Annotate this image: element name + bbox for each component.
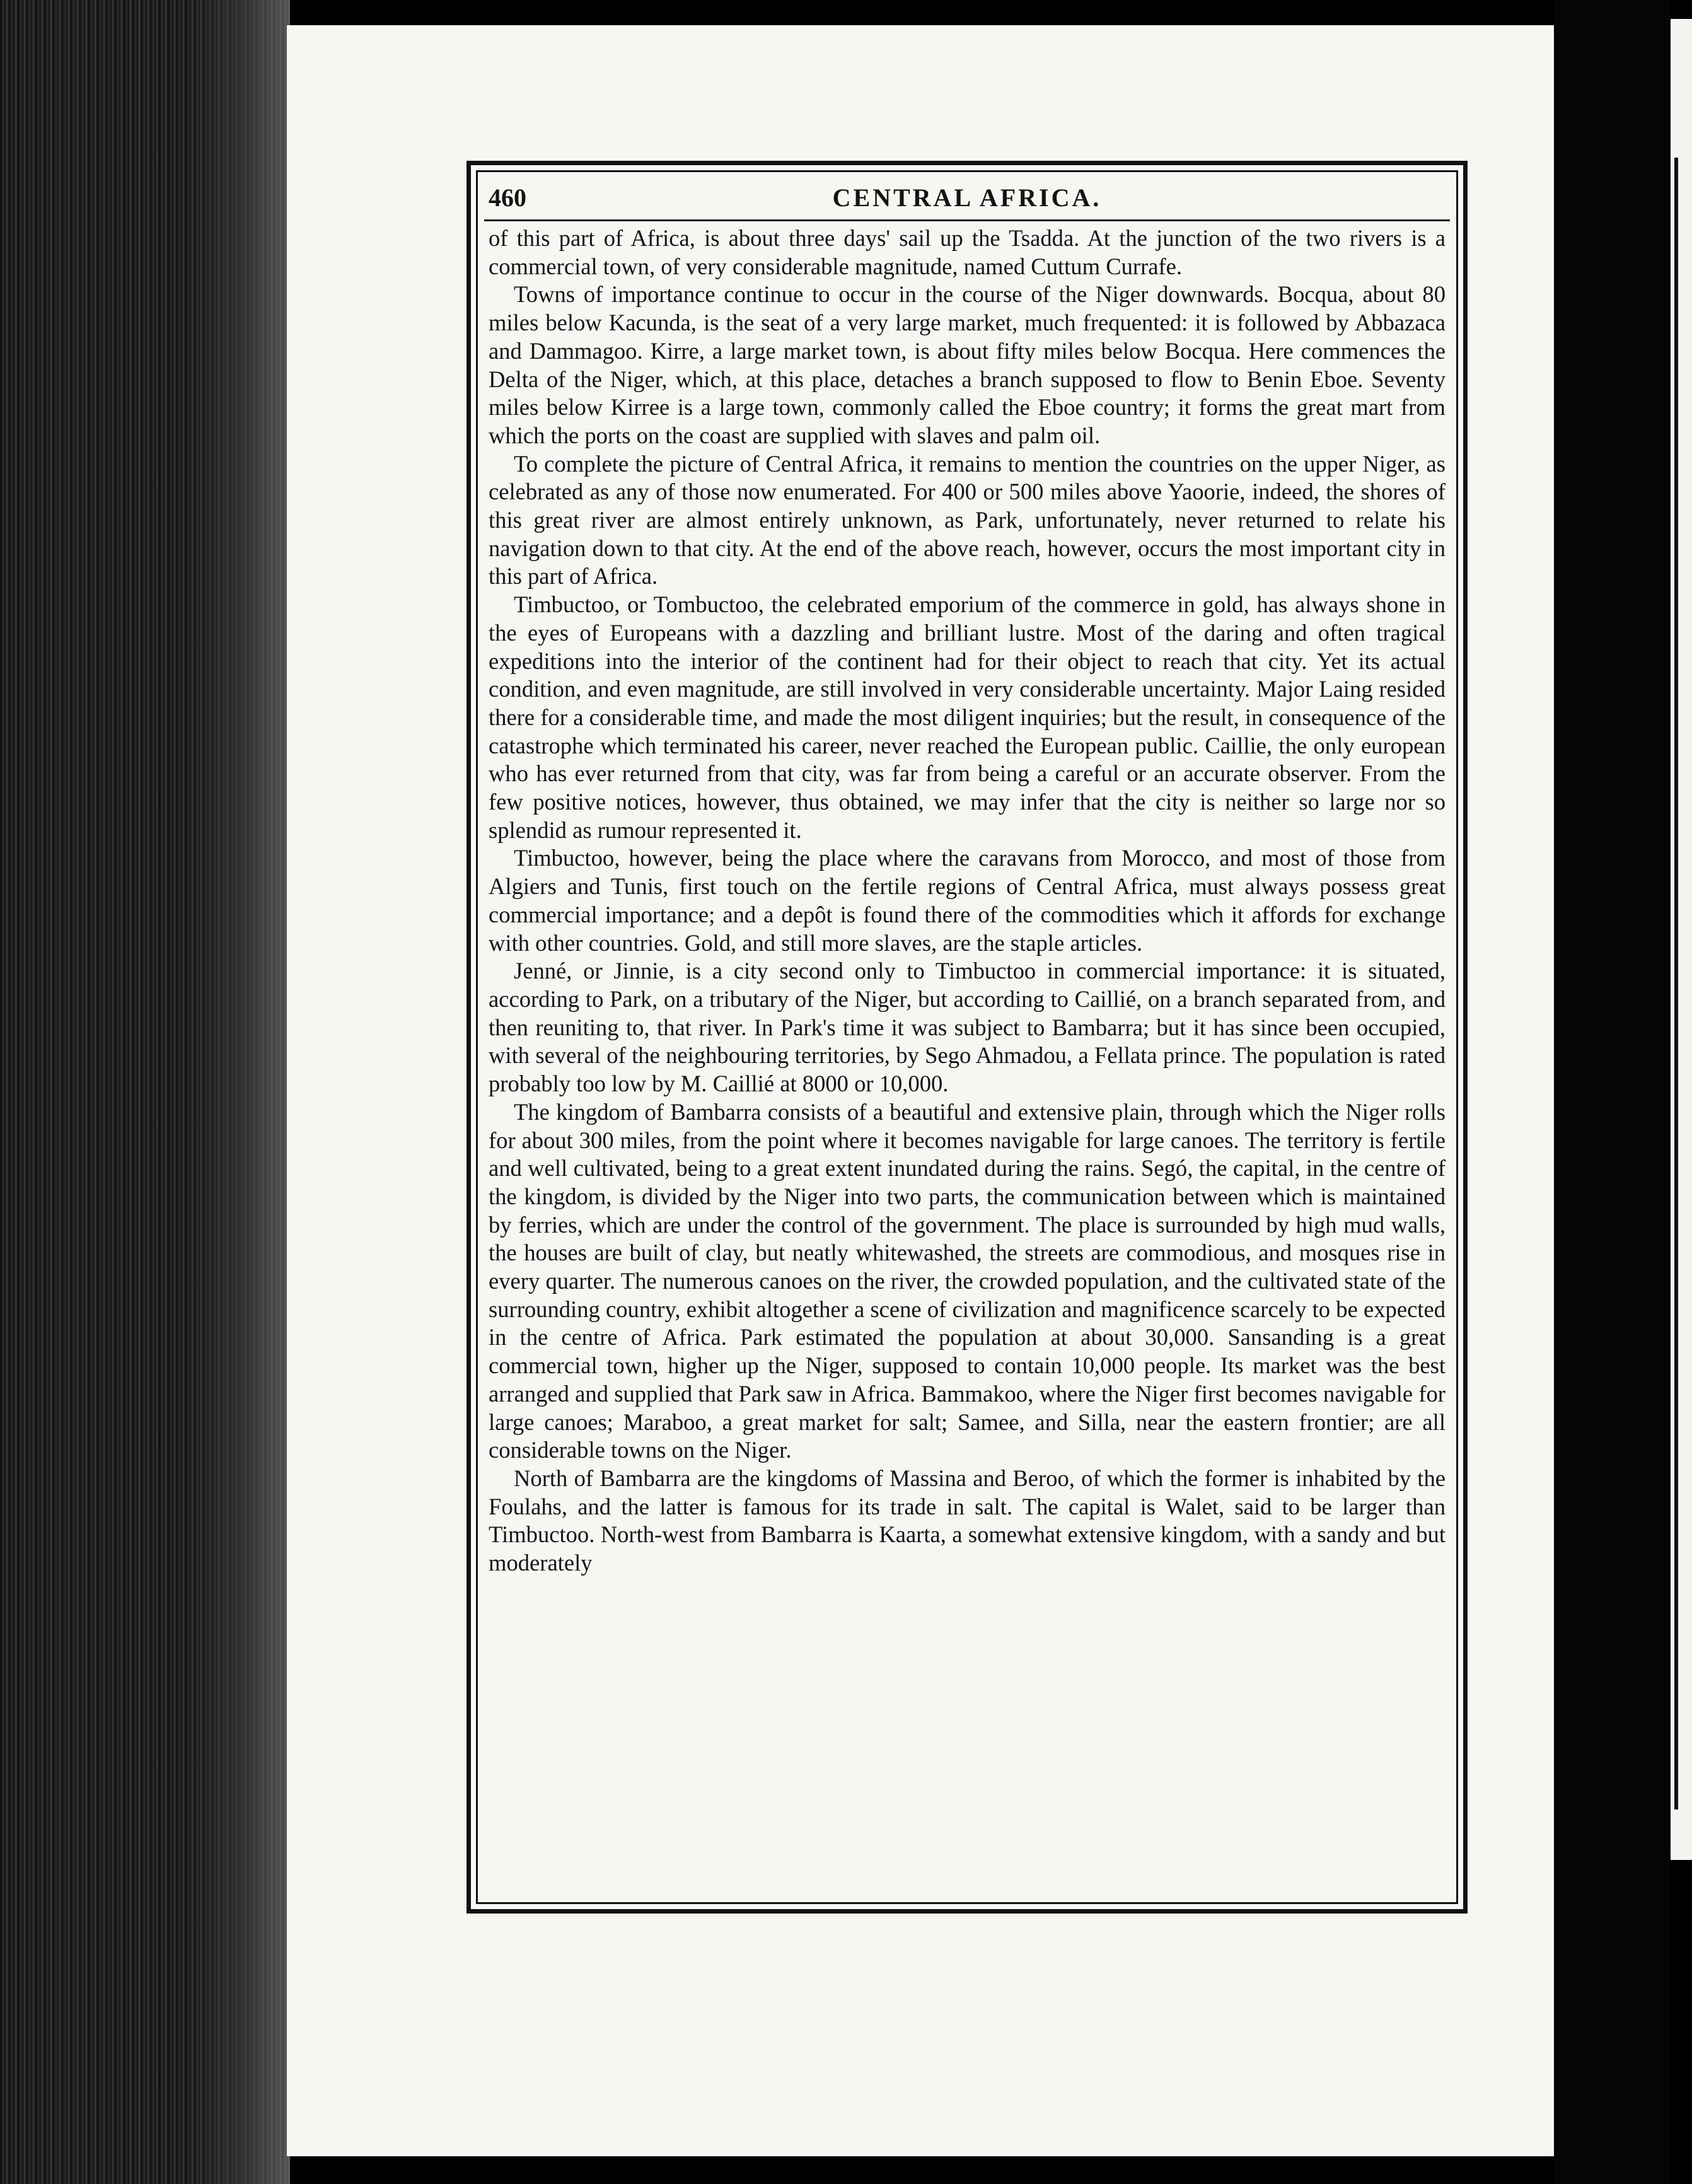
paragraph: Timbuctoo, however, being the place where the caravans from Morocco, and most of those from Algiers and Tunis, first touch on the fertile regions of Central Africa, must always possess great commercial importance; and a depôt is found there of the commodities which it affords for exchange with other countries. Gold, and still more slaves, are the staple articles. <box>489 845 1446 956</box>
paragraph: Jenné, or Jinnie, is a city second only to Timbuctoo in commercial importance: it is situated, according to Park, on a tributary of the Niger, but according to Caillié, on a branch separated from, and then reuniting to, that river. In Park's time it was subject to Bambarra; but it has since been occupied, with several of the neighbouring territories, by Sego Ahmadou, a Fellata prince. The population is rated probably too low by M. Caillié at 8000 or 10,000. <box>489 958 1446 1097</box>
running-header <box>489 180 1446 216</box>
page-number: 460 <box>489 183 526 212</box>
body-text <box>489 224 1446 1577</box>
paragraph: Towns of importance continue to occur in the course of the Niger downwards. Bocqua, about 80 miles below Kacunda, is the seat of a very large market, much frequented: it is followed by Abbazaca and Dammagoo. Kirre, a large market town, is about fifty miles below Bocqua. Here commences the Delta of the Niger, which, at this place, detaches a branch supposed to flow to Benin Eboe. Seventy miles below Kirree is a large town, commonly called the Eboe country; it forms the great mart from which the ports on the coast are supplied with slaves and palm oil. <box>489 281 1446 448</box>
next-page-frame-rule <box>1674 158 1678 1809</box>
paragraph: North of Bambarra are the kingdoms of Massina and Beroo, of which the former is inhabited by the Foulahs, and the latter is famous for its trade in salt. The capital is Walet, said to be larger than Timbuctoo. North-west from Bambarra is Kaarta, a somewhat extensive kingdom, with a sandy and but moderately <box>489 1465 1446 1576</box>
paragraph: The kingdom of Bambarra consists of a beautiful and extensive plain, through which the Niger rolls for about 300 miles, from the point where it becomes navigable for large canoes. The territory is fertile and well cultivated, being to a great extent inundated during the rains. Segó, the capital, in the centre of the kingdom, is divided by the Niger into two parts, the communication between which is maintained by ferries, which are under the control of the government. The place is surrounded by high mud walls, the houses are built of clay, but neatly whitewashed, the streets are commodious, and mosques rise in every quarter. The numerous canoes on the river, the crowded population, and the cultivated state of the surrounding country, exhibit altogether a scene of civilization and magnificence scarcely to be expected in the centre of Africa. Park estimated the population at about 30,000. Sansanding is a great commercial town, higher up the Niger, supposed to contain 10,000 people. Its market was the best arranged and supplied that Park saw in Africa. Bammakoo, where the Niger first becomes navigable for large canoes; Maraboo, a great market for salt; Samee, and Silla, near the eastern frontier; are all considerable towns on the Niger. <box>489 1098 1446 1463</box>
paragraph: Timbuctoo, or Tombuctoo, the celebrated emporium of the commerce in gold, has always shone in the eyes of Europeans with a dazzling and brilliant lustre. Most of the daring and often tragical expeditions into the interior of the continent had for their object to reach that city. Yet its actual condition, and even magnitude, are still involved in very considerable uncertainty. Major Laing resided there for a considerable time, and made the most diligent inquiries; but the result, in consequence of the catastrophe which terminated his career, never reached the European public. Caillie, the only european who has ever returned from that city, was far from being a careful or an accurate observer. From the few positive notices, however, thus obtained, we may infer that the city is neither so large nor so splendid as rumour represented it. <box>489 591 1446 843</box>
paragraph: To complete the picture of Central Africa, it remains to mention the countries on the upper Niger, as celebrated as any of those now enumerated. For 400 or 500 miles above Yaoorie, indeed, the shores of this great river are almost entirely unknown, as Park, unfortunately, never returned to relate his navigation down to that city. At the end of the above reach, however, occurs the most important city in this part of Africa. <box>489 450 1446 590</box>
book-gutter <box>1554 0 1671 2184</box>
header-rule <box>484 219 1450 221</box>
paragraph: of this part of Africa, is about three days' sail up the Tsadda. At the junction of the two rivers is a commercial town, of very considerable magnitude, named Cuttum Currafe. <box>489 225 1446 279</box>
next-page-shadow <box>1671 1860 1692 2184</box>
running-title: CENTRAL AFRICA. <box>832 183 1102 212</box>
book-edge-shadow <box>189 0 290 2184</box>
